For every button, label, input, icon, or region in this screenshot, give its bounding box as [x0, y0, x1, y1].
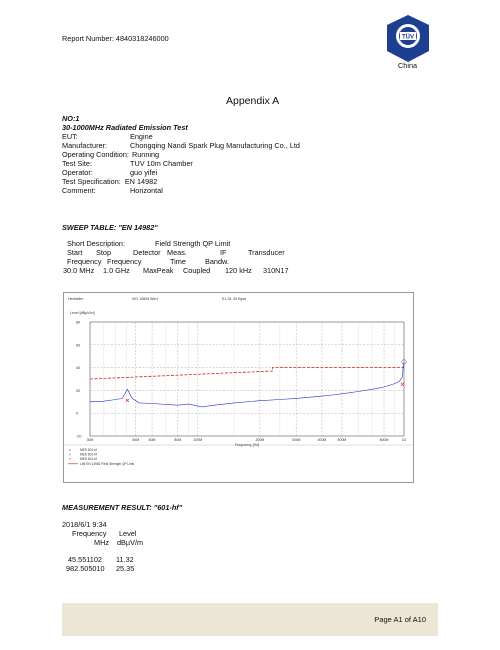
- chart-x-tick: 300M: [291, 438, 301, 442]
- test-field-label: Test Site:: [62, 159, 93, 168]
- sweep-heading: SWEEP TABLE: "EN 14982": [62, 223, 158, 232]
- measurement-unit-level: dBµV/m: [117, 538, 144, 547]
- chart-top-label: Hersteller: [68, 297, 84, 301]
- sweep-header-meas: Meas.: [167, 248, 187, 257]
- svg-text:TÜV: TÜV: [402, 34, 414, 41]
- test-field-label: Manufacturer:: [62, 141, 108, 150]
- sweep-stop-value: 1.0 GHz: [103, 266, 130, 275]
- sweep-short-desc-label: Short Description:: [67, 239, 125, 248]
- test-field-row: [62, 177, 300, 186]
- test-info: [62, 114, 300, 195]
- measurement-row-1-frequency: 45.551102: [68, 555, 102, 564]
- emission-chart: [63, 292, 414, 483]
- sweep-header-frequency-1: Frequency: [67, 257, 102, 266]
- test-field-label: EUT:: [62, 132, 78, 141]
- test-field-row: [62, 132, 300, 141]
- test-field-value: guo yifei: [130, 168, 158, 177]
- test-field-value: Running: [131, 150, 160, 159]
- chart-legend-entry: LIM EN 14982 Field Strength QP Limit: [80, 461, 135, 466]
- chart-x-tick: 30M: [86, 438, 94, 442]
- tuv-logo: [383, 14, 433, 64]
- chart-x-tick: 80M: [174, 438, 182, 442]
- test-field-row: [62, 159, 300, 168]
- sweep-header-transducer: Transducer: [248, 248, 285, 257]
- page-number: Page A1 of A10: [374, 615, 426, 624]
- test-field-value: Engine: [130, 132, 153, 141]
- sweep-start-value: 30.0 MHz: [63, 266, 95, 275]
- measurement-col-level: Level: [119, 529, 137, 538]
- tuv-logo-icon: [383, 14, 433, 64]
- measurement-col-frequency: Frequency: [72, 529, 107, 538]
- test-field-value: EN 14982: [124, 177, 158, 186]
- test-field-label: Test Specification:: [62, 177, 121, 186]
- chart-plot-area: [90, 322, 404, 436]
- chart-y-tick: 0: [76, 411, 79, 416]
- sweep-if-value: 120 kHz: [225, 266, 252, 275]
- chart-x-tick: 800M: [379, 438, 389, 442]
- test-field-row: [62, 186, 300, 195]
- sweep-header-stop: Stop: [96, 248, 112, 257]
- sweep-header-frequency-2: Frequency: [107, 257, 142, 266]
- chart-y-tick: 60: [76, 343, 81, 348]
- measurement-trace: [90, 362, 404, 407]
- chart-x-tick: 500M: [337, 438, 347, 442]
- test-field-label: Operator:: [62, 168, 93, 177]
- chart-top-label: ISO 10605 Wert: [132, 297, 158, 301]
- sweep-header-detector: Detector: [133, 248, 161, 257]
- chart-x-tick: 60M: [148, 438, 156, 442]
- measurement-heading: MEASUREMENT RESULT: "601-hf": [62, 503, 183, 512]
- sweep-table: [63, 239, 407, 279]
- sweep-header-start: Start: [67, 248, 83, 257]
- page-footer: [62, 603, 438, 636]
- test-field-row: [62, 168, 300, 177]
- chart-x-tick: 200M: [255, 438, 265, 442]
- measurement-row-2-level: 25.35: [116, 564, 135, 573]
- chart-y-label: Level [dBµV/m]: [70, 311, 95, 315]
- test-name: 30-1000MHz Radiated Emission Test: [62, 123, 188, 132]
- test-field-value: Horizontal: [130, 186, 163, 195]
- report-number: Report Number: 4840318246000: [62, 34, 169, 43]
- sweep-transducer-value: 310N17: [263, 266, 289, 275]
- sweep-header-bandw: Bandw.: [205, 257, 229, 266]
- measurement-row-1-level: 11.32: [116, 555, 134, 564]
- chart-y-tick: 20: [76, 388, 81, 393]
- test-field-value: Chongqing Nandi Spark Plug Manufacturing Co., Ltd: [130, 141, 300, 150]
- measurement-unit-frequency: MHz: [94, 538, 109, 547]
- sweep-header-time: Time: [170, 257, 186, 266]
- chart-legend-marker: x: [69, 457, 71, 462]
- chart-x-tick: 100M: [193, 438, 203, 442]
- chart-x-tick: 1G: [401, 438, 407, 442]
- chart-top-label: E1-GL 09 Byzn: [222, 297, 247, 301]
- chart-legend-marker: x: [69, 452, 71, 457]
- test-field-row: [62, 150, 300, 159]
- measurement-datetime: 2018/6/1 9:34: [62, 520, 107, 529]
- test-field-label: Operating Condition:: [62, 150, 129, 159]
- chart-legend-marker: x: [69, 448, 71, 452]
- emission-chart-svg: [64, 293, 413, 482]
- sweep-short-desc-value: Field Strength QP Limit: [155, 239, 231, 248]
- measurement-row-2-frequency: 982.505010: [66, 564, 105, 573]
- test-field-value: TUV 10m Chamber: [130, 159, 193, 168]
- chart-y-tick: -20: [76, 434, 82, 439]
- limit-line: [90, 368, 404, 379]
- chart-x-label: Frequency [Hz]: [234, 443, 260, 447]
- test-number: NO:1: [62, 114, 80, 123]
- sweep-header-if: IF: [220, 248, 227, 257]
- sweep-detector-value: MaxPeak: [143, 266, 174, 275]
- test-field-row: [62, 141, 300, 150]
- page-title: Appendix A: [226, 95, 280, 107]
- chart-legend-entry: MES 601-hf: [80, 457, 97, 462]
- test-field-label: Comment:: [62, 186, 96, 195]
- chart-y-tick: 40: [76, 366, 81, 371]
- chart-legend-entry: MES 601-hf: [80, 452, 97, 457]
- chart-x-tick: 400M: [317, 438, 327, 442]
- sweep-meas-value: Coupled: [183, 266, 211, 275]
- logo-country: China: [398, 61, 418, 70]
- chart-legend-entry: MES 601-hf: [80, 448, 97, 452]
- chart-y-tick: 80: [76, 320, 81, 325]
- chart-x-tick: 50M: [132, 438, 140, 442]
